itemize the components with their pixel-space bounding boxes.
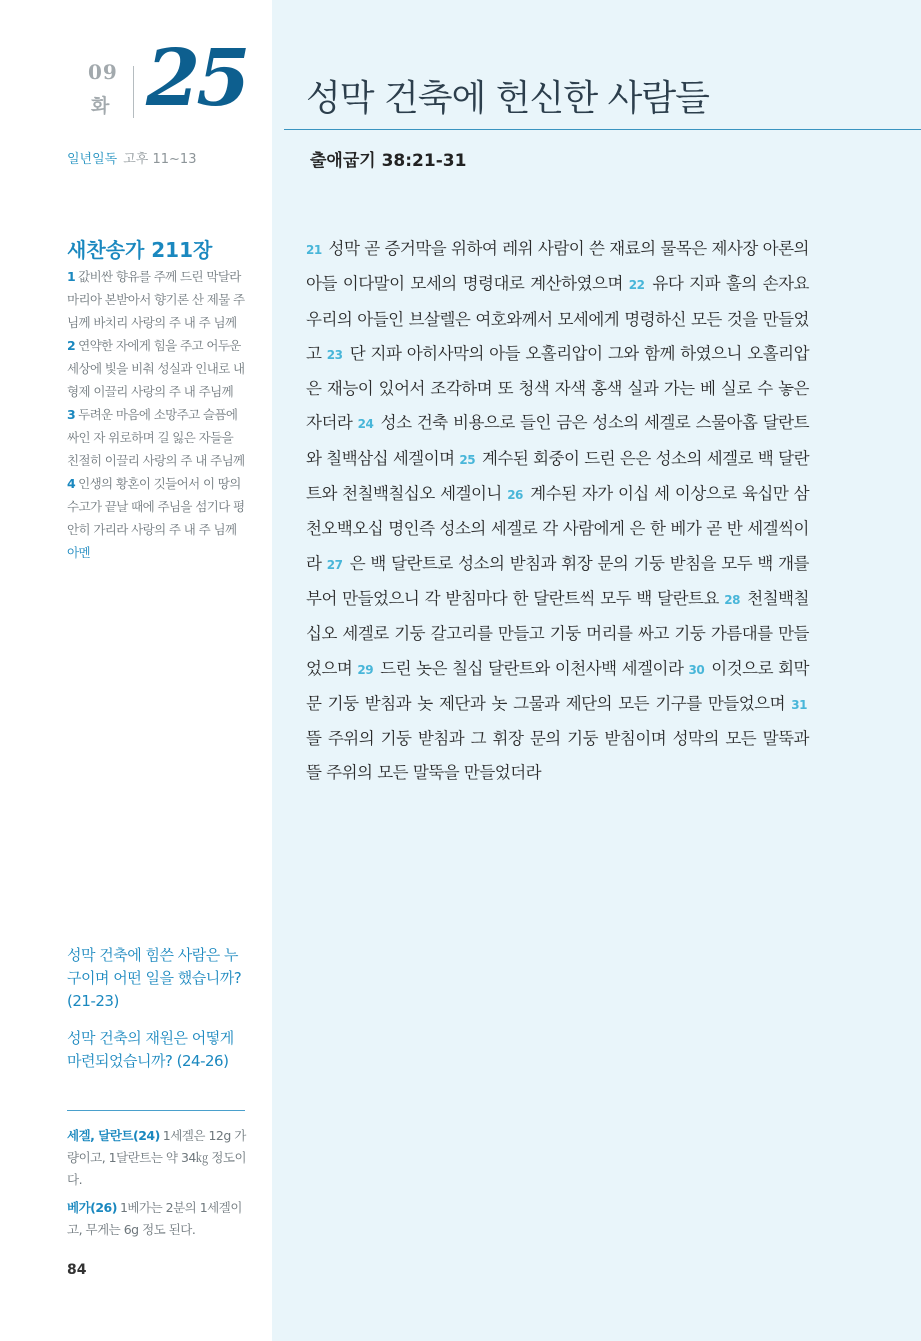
glossary-definition: 1세겔은 12g 가량이고, 1달란트는 약 34㎏ 정도이다. (67, 1128, 247, 1187)
verse-number-21: 21 (306, 243, 322, 257)
verse-number-26: 26 (507, 488, 523, 503)
passage-reference: 출애굽기 38:21-31 (310, 151, 467, 171)
scripture-paragraph (306, 232, 809, 791)
date-weekday: 화 (91, 95, 110, 117)
verse-number-24: 24 (357, 417, 374, 432)
verse-text-29: 드린 놋은 칠십 달란트와 이천사백 세겔이라 (380, 658, 684, 678)
reflection-questions (67, 944, 247, 1087)
glossary-note (67, 1125, 247, 1191)
verse-number-23: 23 (326, 347, 343, 362)
date-month: 09 (88, 60, 118, 84)
verse-text-21: 성막 곧 증거막을 위하여 레위 사람이 쓴 재료의 물목은 제사장 아론의 아들 이다말이 모세의 명령대로 계산하였으며 (306, 239, 809, 294)
hymn-verse-text: 인생의 황혼이 깃들어서 이 땅의 수고가 끝날 때에 주님을 섬기다 평안히 가리라 사랑의 주 내 주 님께 (67, 476, 245, 537)
verse-number-22: 22 (628, 278, 645, 293)
glossary-term: 세겔, 달란트(24) (67, 1128, 160, 1143)
verse-number-28: 28 (724, 592, 740, 607)
daily-reading (67, 148, 196, 167)
hymn-verse-text: 값비싼 향유를 주께 드린 막달라 마리아 본받아서 향기론 산 제물 주님께 바치리 사랑의 주 내 주 님께 (67, 269, 245, 330)
hymn-amen: 아멘 (67, 545, 90, 560)
verse-text-28: 천칠백칠십오 세겔로 기둥 갈고리를 만들고 기둥 머리를 싸고 기둥 가름대를 만들었으며 (306, 588, 810, 678)
reflection-question: 성막 건축에 힘쓴 사람은 누구이며 어떤 일을 했습니까? (21-23) (67, 946, 242, 1010)
hymn-verse-number: 2 (67, 338, 76, 353)
scripture-text (306, 232, 809, 791)
date-day: 25 (146, 33, 247, 124)
reflection-question: 성막 건축의 재원은 어떻게 마련되었습니까? (24-26) (67, 1029, 234, 1070)
verse-text-22: 유다 지파 훌의 손자요 우리의 아들인 브살렐은 여호와께서 모세에게 명령하신 모든 것을 만들었고 (306, 274, 809, 363)
verse-text-25: 계수된 회중이 드린 은은 성소의 세겔로 백 달란트와 천칠백칠십오 세겔이니 (306, 448, 810, 504)
hymn-verse-number: 4 (67, 476, 76, 491)
glossary-term: 베가(26) (67, 1200, 117, 1215)
date-divider (133, 66, 134, 118)
title-divider (284, 129, 921, 130)
verse-number-27: 27 (326, 557, 343, 572)
hymn-verse (67, 265, 247, 334)
glossary-definition: 1베가는 2분의 1세겔이고, 무게는 6g 정도 된다. (67, 1200, 242, 1237)
verse-text-30: 이것으로 회막 문 기둥 받침과 놋 제단과 놋 그물과 제단의 모든 기구를 만들었으며 (306, 658, 809, 713)
hymn-verse-number: 3 (67, 407, 76, 422)
hymn-verse-text: 연약한 자에게 힘을 주고 어두운 세상에 빛을 비춰 성실과 인내로 내 형제 이끌리 사랑의 주 내 주님께 (67, 338, 245, 399)
daily-reading-label: 일년일독 (67, 152, 118, 167)
verse-number-25: 25 (459, 452, 476, 467)
verse-text-26: 계수된 자가 이십 세 이상으로 육십만 삼천오백오십 명인즉 성소의 세겔로 각 사람에게 은 한 베가 곧 반 세겔씩이라 (306, 484, 810, 573)
glossary-note (67, 1197, 247, 1241)
page-number: 84 (67, 1262, 87, 1278)
notes-divider (67, 1110, 245, 1111)
daily-reading-text: 고후 11~13 (123, 152, 197, 167)
hymn-verse (67, 472, 247, 564)
hymn-verse (67, 334, 247, 403)
verse-text-31: 뜰 주위의 기둥 받침과 그 휘장 문의 기둥 받침이며 성막의 모든 말뚝과 뜰 주위의 모든 말뚝을 만들었더라 (306, 729, 809, 783)
hymn-verse-number: 1 (67, 269, 76, 284)
verse-number-30: 30 (688, 662, 705, 677)
verse-text-23: 단 지파 아히사막의 아들 오홀리압이 그와 함께 하였으니 오홀리압은 재능이 있어서 조각하며 또 청색 자색 홍색 실과 가는 베 실로 수 놓은 자더라 (306, 343, 810, 433)
hymn-verse (67, 403, 247, 472)
verse-number-31: 31 (791, 697, 807, 712)
hymn-title: 새찬송가 211장 (67, 238, 213, 262)
page-title: 성막 건축에 헌신한 사람들 (306, 78, 709, 119)
hymn-lyrics (67, 265, 247, 564)
glossary-notes (67, 1125, 247, 1247)
hymn-verse-text: 두려운 마음에 소망주고 슬픔에 싸인 자 위로하며 길 잃은 자들을 친절히 이끌리 사랑의 주 내 주님께 (67, 407, 245, 468)
verse-text-27: 은 백 달란트로 성소의 받침과 휘장 문의 기둥 받침을 모두 백 개를 부어 만들었으니 각 받침마다 한 달란트씩 모두 백 달란트요 (306, 553, 809, 608)
verse-text-24: 성소 건축 비용으로 들인 금은 성소의 세겔로 스물아홉 달란트와 칠백삼십 세겔이며 (306, 413, 810, 468)
verse-number-29: 29 (357, 662, 374, 677)
